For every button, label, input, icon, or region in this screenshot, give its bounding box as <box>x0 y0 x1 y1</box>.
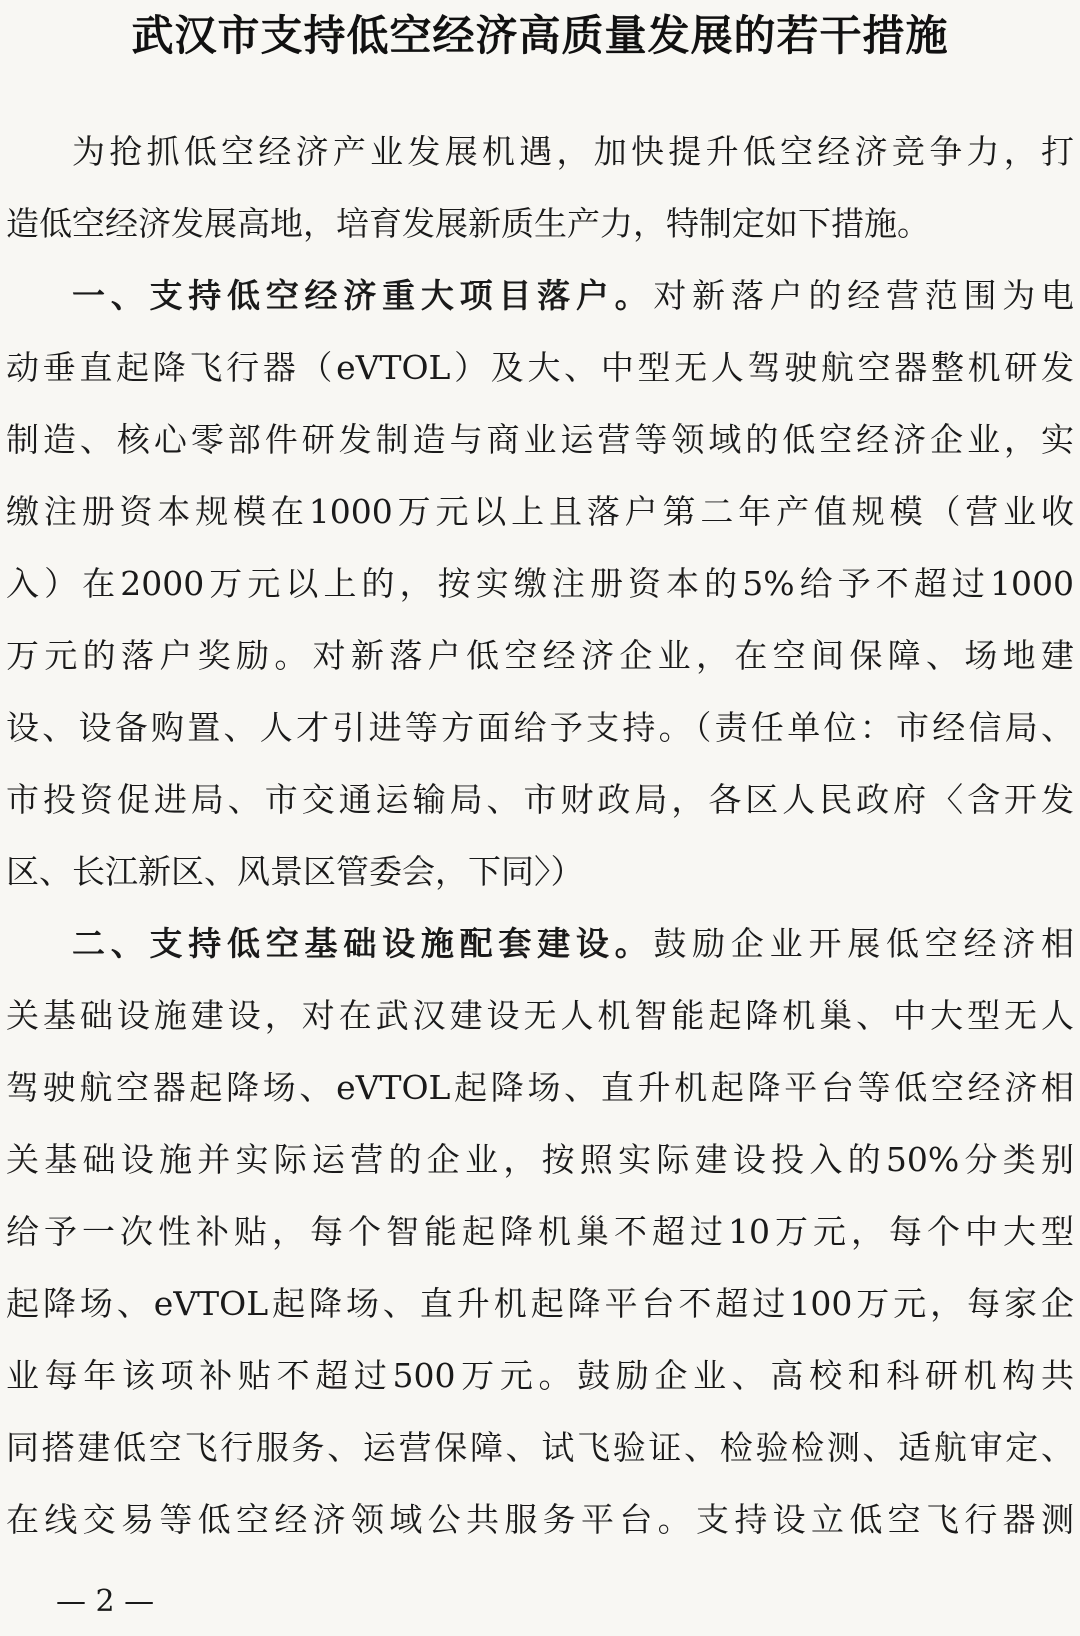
section-2-line: 业每年该项补贴不超过500万元。鼓励企业、高校和科研机构共 <box>6 1356 1074 1395</box>
section-1-first-line <box>6 260 1074 332</box>
document-title: 武汉市支持低空经济高质量发展的若干措施 <box>131 11 949 60</box>
section-2-first-line <box>6 908 1074 980</box>
section-1-line: 入）在2000万元以上的，按实缴注册资本的5%给予不超过1000 <box>6 564 1074 603</box>
section-1-first-line-text: 对新落户的经营范围为电 <box>653 276 1074 315</box>
intro-line: 为抢抓低空经济产业发展机遇，加快提升低空经济竞争力，打 <box>72 132 1074 171</box>
section-1-line: 万元的落户奖励。对新落户低空经济企业，在空间保障、场地建 <box>6 636 1074 675</box>
intro-line: 造低空经济发展高地，培育发展新质生产力，特制定如下措施。 <box>6 204 930 243</box>
section-1-heading: 一、支持低空经济重大项目落户。 <box>72 276 654 315</box>
section-2-first-line-text: 鼓励企业开展低空经济相 <box>653 924 1074 963</box>
section-2-line: 同搭建低空飞行服务、运营保障、试飞验证、检验检测、适航审定、 <box>6 1428 1074 1467</box>
document-body <box>6 116 1074 1556</box>
section-2-line: 驾驶航空器起降场、eVTOL起降场、直升机起降平台等低空经济相 <box>6 1068 1074 1107</box>
section-2-line: 在线交易等低空经济领域公共服务平台。支持设立低空飞行器测 <box>6 1500 1074 1539</box>
section-1-line: 缴注册资本规模在1000万元以上且落户第二年产值规模（营业收 <box>6 492 1074 531</box>
section-2-line: 关基础设施并实际运营的企业，按照实际建设投入的50%分类别 <box>6 1140 1074 1179</box>
section-1-line: 制造、核心零部件研发制造与商业运营等领域的低空经济企业，实 <box>6 420 1074 459</box>
page-number: — 2 — <box>56 1584 155 1619</box>
section-1-line: 设、设备购置、人才引进等方面给予支持。（责任单位：市经信局、 <box>6 708 1074 747</box>
section-2-line: 起降场、eVTOL起降场、直升机起降平台不超过100万元，每家企 <box>6 1284 1074 1323</box>
section-2-line: 给予一次性补贴，每个智能起降机巢不超过10万元，每个中大型 <box>6 1212 1074 1251</box>
section-1-line: 市投资促进局、市交通运输局、市财政局，各区人民政府〈含开发 <box>6 780 1074 819</box>
section-1-line: 动垂直起降飞行器（eVTOL）及大、中型无人驾驶航空器整机研发 <box>6 348 1074 387</box>
section-1-line: 区、长江新区、风景区管委会，下同〉） <box>6 852 584 891</box>
section-2-line: 关基础设施建设，对在武汉建设无人机智能起降机巢、中大型无人 <box>6 996 1074 1035</box>
section-2-heading: 二、支持低空基础设施配套建设。 <box>72 924 654 963</box>
